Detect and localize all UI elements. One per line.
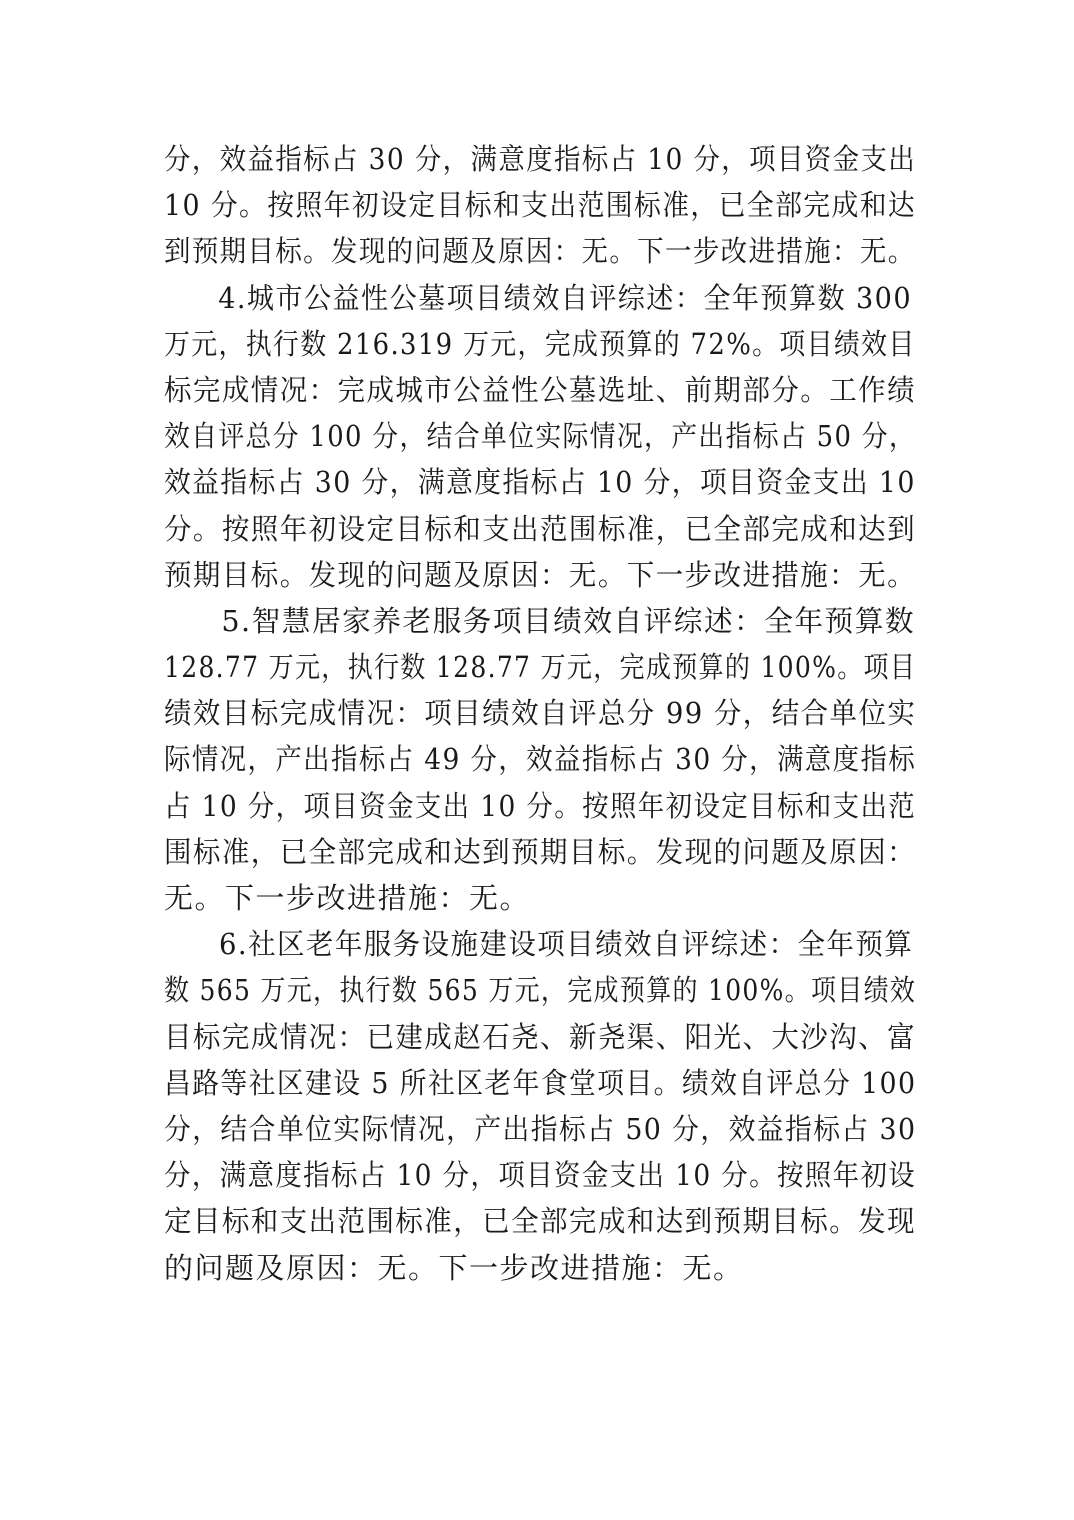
text-line: 效益指标占 30 分，满意度指标占 10 分，项目资金支出 10 (164, 465, 916, 500)
text-line: 数 565 万元，执行数 565 万元，完成预算的 100%。项目绩效 (164, 973, 917, 1008)
paragraph-first-line: 5.智慧居家养老服务项目绩效自评综述：全年预算数 (221, 603, 916, 638)
text-line: 分，结合单位实际情况，产出指标占 50 分，效益指标占 30 (164, 1111, 917, 1146)
body-text (164, 136, 916, 1291)
text-line: 标完成情况：完成城市公益性公墓选址、前期部分。工作绩 (164, 372, 917, 407)
text-line: 分，效益指标占 30 分，满意度指标占 10 分，项目资金支出 (164, 142, 917, 176)
paragraph-first-line: 6.社区老年服务设施建设项目绩效自评综述：全年预算 (218, 927, 914, 962)
text-line: 目标完成情况：已建成赵石尧、新尧渠、阳光、大沙沟、富 (164, 1019, 917, 1054)
text-line: 万元，执行数 216.319 万元，完成预算的 72%。项目绩效目 (164, 326, 916, 361)
text-line: 效自评总分 100 分，结合单位实际情况，产出指标占 50 分， (164, 419, 917, 454)
text-line: 占 10 分，项目资金支出 10 分。按照年初设定目标和支出范 (164, 788, 917, 823)
text-line: 际情况，产出指标占 49 分，效益指标占 30 分，满意度指标 (164, 742, 917, 777)
text-line: 预期目标。发现的问题及原因：无。下一步改进措施：无。 (164, 557, 917, 592)
text-line: 分，满意度指标占 10 分，项目资金支出 10 分。按照年初设 (164, 1158, 917, 1193)
text-line: 无。下一步改进措施：无。 (164, 881, 531, 915)
text-line: 昌路等社区建设 5 所社区老年食堂项目。绩效自评总分 100 (164, 1065, 917, 1100)
text-line: 到预期目标。发现的问题及原因：无。下一步改进措施：无。 (164, 234, 916, 269)
text-line: 围标准，已全部完成和达到预期目标。发现的问题及原因： (164, 834, 917, 869)
text-line: 分。按照年初设定目标和支出范围标准，已全部完成和达到 (164, 511, 917, 546)
text-line: 绩效目标完成情况：项目绩效自评总分 99 分，结合单位实 (164, 696, 917, 731)
paragraph-first-line: 4.城市公益性公墓项目绩效自评综述：全年预算数 300 (218, 280, 913, 315)
text-line: 定目标和支出范围标准，已全部完成和达到预期目标。发现 (164, 1204, 917, 1239)
text-line: 10 分。按照年初设定目标和支出范围标准，已全部完成和达 (164, 188, 917, 223)
text-line: 128.77 万元，执行数 128.77 万元，完成预算的 100%。项目 (164, 650, 917, 685)
text-line: 的问题及原因：无。下一步改进措施：无。 (164, 1250, 744, 1285)
